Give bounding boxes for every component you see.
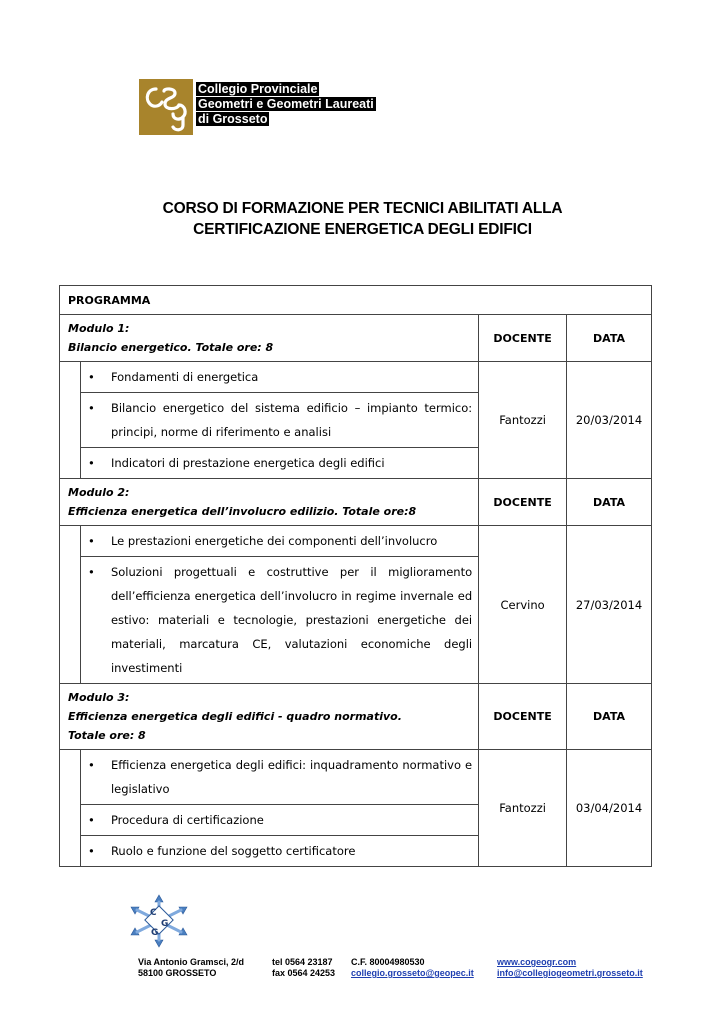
- pec-email-link[interactable]: collegio.grosseto@geopec.it: [351, 968, 474, 978]
- indent-cell: [60, 750, 81, 867]
- module-items: [80, 750, 478, 867]
- address-city: 58100 GROSSETO: [138, 968, 217, 978]
- docente-column-header: DOCENTE: [479, 315, 567, 362]
- data-column-header: DATA: [567, 684, 652, 750]
- footer-fiscal: [351, 957, 474, 979]
- docente-name: Fantozzi: [479, 362, 567, 479]
- collegio-logo: [139, 79, 391, 135]
- title-line-1: CORSO DI FORMAZIONE PER TECNICI ABILITATI ALLA: [162, 200, 563, 217]
- lesson-date: 27/03/2014: [567, 526, 652, 684]
- list-item: • Ruolo e funzione del soggetto certificatore: [81, 836, 478, 866]
- document-title: [0, 198, 725, 240]
- address-street: Via Antonio Gramsci, 2/d: [138, 957, 245, 967]
- module-title-line: Modulo 2:: [68, 486, 130, 499]
- module-items: [80, 526, 478, 684]
- list-item: • Indicatori di prestazione energetica degli edifici: [81, 448, 478, 478]
- list-item: • Procedura di certificazione: [81, 805, 478, 836]
- module-items: [80, 362, 478, 479]
- module-title: [60, 479, 479, 526]
- fax-number: fax 0564 24253: [272, 968, 336, 978]
- lesson-date: 03/04/2014: [567, 750, 652, 867]
- program-table: [59, 285, 652, 867]
- cgg-monogram-logo-icon: [139, 79, 193, 135]
- indent-cell: [60, 526, 81, 684]
- svg-text:G: G: [151, 928, 159, 938]
- website-link[interactable]: www.cogeogr.com: [497, 957, 577, 967]
- module-header-row: [60, 315, 652, 362]
- footer-web: [497, 957, 643, 979]
- list-item: • Efficienza energetica degli edifici: inquadramento normativo e legislativo: [81, 750, 478, 805]
- list-item: • Bilancio energetico del sistema edificio – impianto termico: principi, norme di riferimento e analisi: [81, 393, 478, 448]
- lesson-date: 20/03/2014: [567, 362, 652, 479]
- module-header-row: [60, 684, 652, 750]
- data-column-header: DATA: [567, 479, 652, 526]
- footer-phone: [272, 957, 335, 979]
- module-title-line: Bilancio energetico. Totale ore: 8: [68, 341, 274, 354]
- title-line-2: CERTIFICAZIONE ENERGETICA DEGLI EDIFICI: [193, 221, 532, 238]
- footer-address: [138, 957, 244, 979]
- module-title-line: Efficienza energetica degli edifici - quadro normativo.: [68, 710, 402, 723]
- module-title-line: Modulo 3:: [68, 691, 130, 704]
- list-item: • Le prestazioni energetiche dei componenti dell’involucro: [81, 526, 478, 557]
- fiscal-code: C.F. 80004980530: [351, 957, 425, 967]
- docente-name: Fantozzi: [479, 750, 567, 867]
- indent-cell: [60, 362, 81, 479]
- docente-column-header: DOCENTE: [479, 479, 567, 526]
- docente-name: Cervino: [479, 526, 567, 684]
- list-item: • Soluzioni progettuali e costruttive per il miglioramento dell’efficienza energetica dell’involucro in regime invernale ed estivo: materiali e tecnologie, prestazioni energetiche dei materiali, marcatura CE, valutazioni economiche degli investimenti: [81, 557, 478, 683]
- logo-text-line: Geometri e Geometri Laureati: [198, 97, 374, 111]
- svg-text:G: G: [161, 919, 169, 929]
- logo-text-line: Collegio Provinciale: [198, 82, 318, 96]
- module-title: [60, 315, 479, 362]
- logo-text-line: di Grosseto: [198, 112, 268, 126]
- module-content-row: [60, 362, 652, 479]
- module-content-row: [60, 750, 652, 867]
- module-header-row: [60, 479, 652, 526]
- list-item: • Fondamenti di energetica: [81, 362, 478, 393]
- cgg-snowflake-logo-icon: [128, 893, 190, 949]
- module-title-line: Totale ore: 8: [68, 729, 146, 742]
- module-title-line: Modulo 1:: [68, 322, 130, 335]
- module-title-line: Efficienza energetica dell’involucro edilizio. Totale ore:8: [68, 505, 417, 518]
- email-link[interactable]: info@collegiogeometri.grosseto.it: [497, 968, 643, 978]
- module-content-row: [60, 526, 652, 684]
- module-title: [60, 684, 479, 750]
- docente-column-header: DOCENTE: [479, 684, 567, 750]
- program-header-row: [60, 286, 652, 315]
- phone-number: tel 0564 23187: [272, 957, 333, 967]
- svg-text:C: C: [150, 908, 157, 918]
- program-header: PROGRAMMA: [60, 286, 652, 315]
- data-column-header: DATA: [567, 315, 652, 362]
